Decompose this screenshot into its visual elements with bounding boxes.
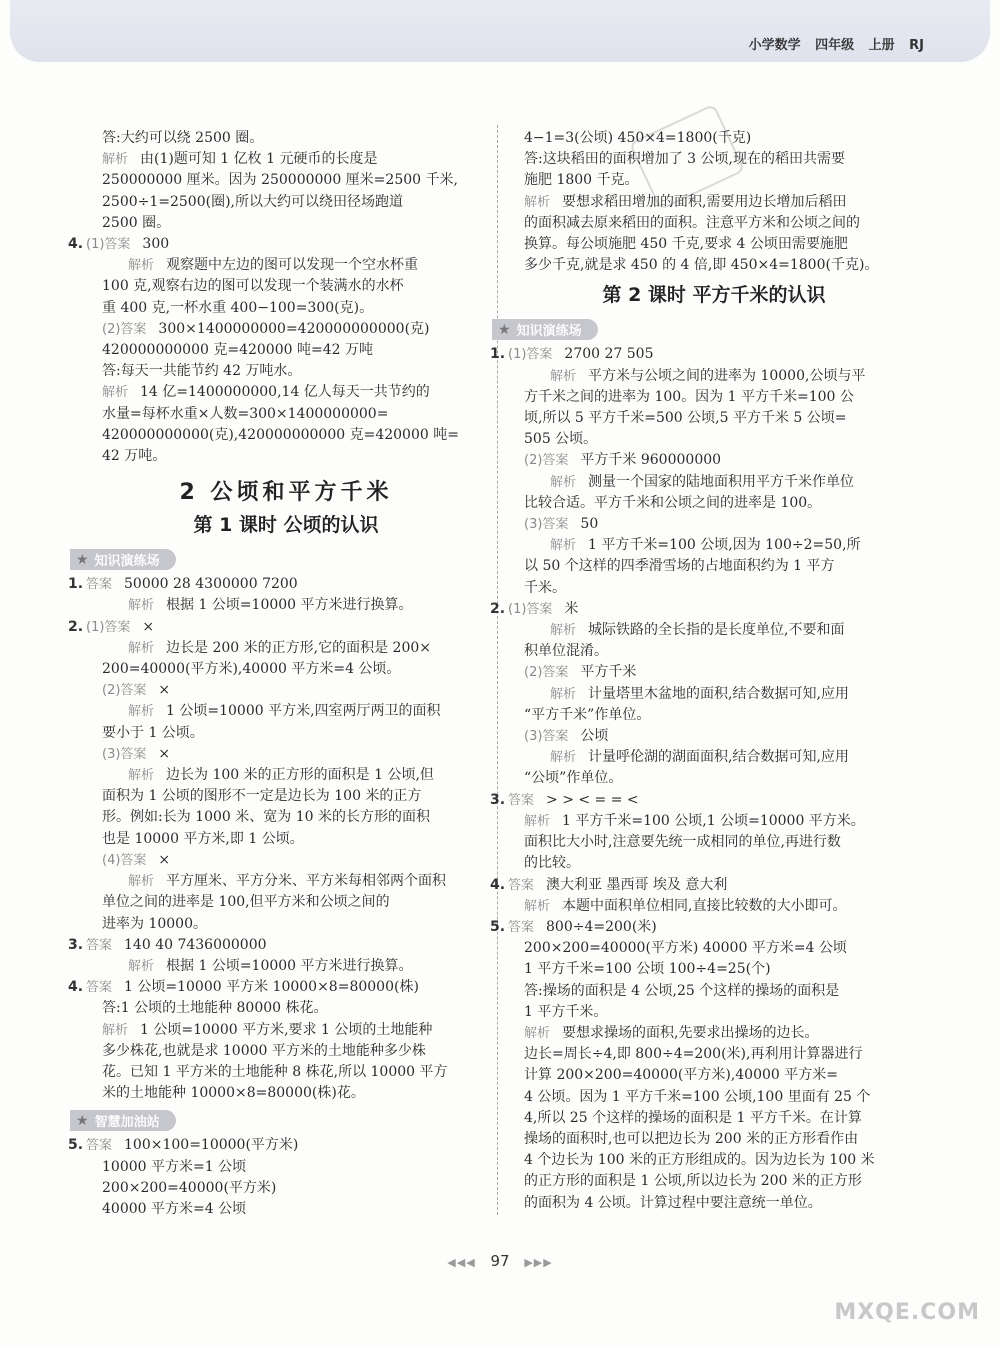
answer-tag: 解析 [550,474,577,490]
answer-tag: (1)答案 [508,347,553,363]
answer-tag: 解析 [128,768,155,784]
line-text: 1 平方千米。 [524,1003,608,1020]
text-line [508,1129,920,1150]
text-line [86,850,486,871]
line-text: × [158,851,171,868]
line-text: 42 万吨。 [102,448,167,465]
text-line [86,446,486,467]
line-text: 施肥 1800 千克。 [524,172,639,189]
line-text: 面积比大小时,注意要先统一成相同的单位,再进行数 [524,834,841,851]
text-line [86,1157,486,1178]
line-text: 300×1400000000=420000000000(克) [158,320,430,337]
answer-tag: 答案 [508,792,535,808]
line-text: 澳大利亚 墨西哥 埃及 意大利 [546,876,728,893]
text-line [508,811,920,832]
text-line [508,938,920,959]
answer-tag: (1)答案 [86,619,131,635]
line-text: 米 [564,600,579,617]
text-line [86,786,486,807]
line-text: 40000 平方米=4 公顷 [102,1200,247,1217]
line-text: 根据 1 公顷=10000 平方米进行换算。 [166,957,413,974]
text-line [86,276,486,297]
line-text: 观察题中左边的图可以发现一个空水杯重 [166,257,419,274]
watermark-text: MXQE.COM [834,1300,980,1325]
text-line [508,255,920,276]
text-line [508,684,920,705]
line-text: 要小于 1 公顷。 [102,724,204,741]
page-footer [0,1252,1000,1270]
page-number: 97 [490,1252,510,1270]
text-line [86,744,486,765]
text-line [86,871,486,892]
text-line [490,790,920,811]
line-text: 本题中面积单位相同,直接比较数的大小即可。 [562,897,847,914]
line-text: 方千米之间的进率为 100。因为 1 平方千米=100 公 [524,388,854,405]
line-text: 14 亿=1400000000,14 亿人每天一共节约的 [140,384,430,401]
line-text: 300 [142,236,170,253]
answer-tag: (2)答案 [102,321,147,337]
text-line [508,128,920,149]
text-line [68,935,486,956]
lesson-title: 第 1 课时 公顷的认识 [193,514,379,537]
book-info: 小学数学 四年级 上册 RJ [748,38,924,53]
line-text: > > < = = < [546,791,639,808]
answer-tag: (3)答案 [102,746,147,762]
text-line [508,493,920,514]
answer-tag: 答案 [86,577,113,593]
text-line [86,829,486,850]
line-text: 50 [580,516,599,533]
text-line [508,981,920,1002]
answer-tag: 答案 [86,937,113,953]
text-line [86,425,486,446]
text-line [86,998,486,1019]
question-number: 4. [490,876,506,893]
line-text: 面积为 1 公顷的图形不一定是边长为 100 米的正方 [102,788,422,805]
next-arrows-icon: ▶▶▶ [524,1256,553,1269]
text-line [508,832,920,853]
text-line [86,765,486,786]
line-text: 4−1=3(公顷) 450×4=1800(千克) [524,130,752,146]
answer-tag: (3)答案 [524,729,569,745]
line-text: 200×200=40000(平方米) [102,1179,277,1196]
line-text: 1 平方千米=100 公顷,1 公顷=10000 平方米。 [562,812,865,829]
line-text: 由(1)题可知 1 亿枚 1 元硬币的长度是 [140,151,378,168]
text-line [508,1087,920,1108]
text-line [508,535,920,556]
line-text: 平方厘米、平方分米、平方米每相邻两个面积 [166,873,447,890]
question-number: 5. [68,1137,84,1154]
text-line [86,319,486,340]
text-line [508,620,920,641]
line-text: 的面积减去原来稻田的面积。注意平方米和公顷之间的 [524,214,860,231]
question-number: 3. [490,791,506,808]
question-number: 1. [490,346,506,363]
text-line [86,892,486,913]
line-text: 的正方形的面积是 1 公顷,所以边长为 200 米的正方形 [524,1173,862,1190]
text-line [68,574,486,595]
text-line [508,408,920,429]
line-text: 答:1 公顷的土地能种 80000 株花。 [102,1000,328,1017]
text-line [508,641,920,662]
text-line [508,1065,920,1086]
line-text: 测量一个国家的陆地面积用平方千米作单位 [588,473,855,490]
text-line [86,659,486,680]
line-text: 要想求操场的面积,先要求出操场的边长。 [562,1024,819,1041]
text-line [508,366,920,387]
column-divider [497,125,498,1215]
left-column [68,128,486,1220]
text-line [508,170,920,191]
answer-tag: 解析 [524,898,551,914]
text-line [490,917,920,938]
text-line [508,1193,920,1214]
text-line [508,387,920,408]
text-line [86,1062,486,1083]
line-text: 形。例如:长为 1000 米、宽为 10 米的长方形的面积 [102,809,430,826]
line-text: 平方千米 [580,664,637,681]
line-text: 多少千克,就是求 450 的 4 倍,即 450×4=1800(千克)。 [524,257,879,274]
line-text: 操场的面积时,也可以把边长为 200 米的正方形看作由 [524,1130,859,1147]
text-line [86,361,486,382]
answer-tag: 解析 [128,640,155,656]
line-text: 答:每天一共能节约 42 万吨水。 [102,363,302,380]
section-label [70,549,176,570]
question-number: 4. [68,236,84,253]
section-label [70,1110,176,1131]
question-number: 2. [68,618,84,635]
text-line [508,192,920,213]
line-text: × [158,745,171,762]
section-label-text: 智慧加油站 [94,1115,160,1131]
line-text: “公顷”作单位。 [524,770,623,787]
text-line [508,768,920,789]
line-text: 420000000000(克),420000000000 克=420000 吨= [102,426,459,443]
answer-tag: 解析 [550,686,577,702]
text-line [86,149,486,170]
text-line [508,472,920,493]
line-text: 城际铁路的全长指的是长度单位,不要和面 [588,622,845,639]
text-line [508,213,920,234]
text-line [86,192,486,213]
text-line [86,914,486,935]
line-text: 千米。 [524,579,566,596]
line-text: 1 公顷=10000 平方米,四室两厅两卫的面积 [166,703,441,720]
line-text: 重 400 克,一杯水重 400−100=300(克)。 [102,299,374,316]
line-text: 50000 28 4300000 7200 [124,576,298,593]
line-text: 140 40 7436000000 [124,936,267,953]
line-text: 平方千米 960000000 [580,452,722,469]
line-text: 100 克,观察右边的图可以发现一个装满水的水杯 [102,278,404,295]
line-text: 2700 27 505 [564,346,654,363]
line-text: 答:操场的面积是 4 公顷,25 个这样的操场的面积是 [524,982,840,999]
line-text: 水量=每杯水重×人数=300×1400000000= [102,405,389,422]
answer-tag: 解析 [128,258,155,274]
answer-tag: 答案 [86,1138,113,1154]
answer-tag: (2)答案 [524,453,569,469]
answer-tag: 解析 [550,750,577,766]
right-column [490,128,920,1214]
line-text: 的面积为 4 公顷。计算过程中要注意统一单位。 [524,1194,822,1211]
answer-tag: 答案 [508,877,535,893]
question-number: 1. [68,576,84,593]
answer-tag: 解析 [524,1025,551,1041]
text-line [86,382,486,403]
line-text: 250000000 厘米。因为 250000000 厘米=2500 千米, [102,172,458,189]
text-line [508,1002,920,1023]
line-text: 顷,所以 5 平方千米=500 公顷,5 平方千米 5 公顷= [524,410,847,427]
line-text: 4 个边长为 100 米的正方形组成的。因为边长为 100 米 [524,1152,875,1169]
line-text: 800÷4=200(米) [546,918,657,935]
text-line [508,705,920,726]
line-text: 1 公顷=10000 平方米 10000×8=80000(株) [124,979,419,996]
answer-tag: (4)答案 [102,852,147,868]
answer-tag: 解析 [102,152,129,168]
line-text: 答:这块稻田的面积增加了 3 公顷,现在的稻田共需要 [524,151,845,168]
text-line [86,1199,486,1220]
line-text: 换算。每公顷施肥 450 千克,要求 4 公顷田需要施肥 [524,236,848,253]
answer-tag: 解析 [550,623,577,639]
text-line [86,1041,486,1062]
line-text: 比较合适。平方千米和公顷之间的进率是 100。 [524,494,822,511]
answer-tag: (1)答案 [86,237,131,253]
line-text: 进率为 10000。 [102,915,207,932]
line-text: 100×100=10000(平方米) [124,1137,299,1154]
line-text: 200×200=40000(平方米) 40000 平方米=4 公顷 [524,940,847,957]
text-line [86,956,486,977]
text-line [508,556,920,577]
line-text: 公顷 [580,728,609,745]
question-number: 4. [68,979,84,996]
text-line [508,450,920,471]
text-line [86,128,486,149]
star-icon: ★ [498,321,511,338]
text-line [508,1171,920,1192]
text-line [508,429,920,450]
answer-tag: (3)答案 [524,517,569,533]
section-label-text: 知识演练场 [94,554,160,570]
text-line [86,298,486,319]
line-text: × [158,682,171,699]
line-text: 420000000000 克=420000 吨=42 万吨 [102,342,373,359]
text-line [86,595,486,616]
text-line [508,578,920,599]
text-line [86,255,486,276]
answer-tag: 解析 [128,598,155,614]
text-line [86,680,486,701]
text-line [86,213,486,234]
line-text: 200=40000(平方米),40000 平方米=4 公顷。 [102,661,401,678]
line-text: 1 平方千米=100 公顷 100÷4=25(个) [524,961,771,978]
section-label-text: 知识演练场 [516,324,582,340]
line-text: 2500 圈。 [102,214,171,231]
line-text: 也是 10000 平方米,即 1 公顷。 [102,830,304,847]
text-line [86,723,486,744]
text-line [86,340,486,361]
line-text: 要想求稻田增加的面积,需要用边长增加后稻田 [562,193,847,210]
line-text: 多少株花,也就是求 10000 平方米的土地能种多少株 [102,1042,426,1059]
answer-tag: 解析 [550,538,577,554]
chapter-title: 2 公顷和平方千米 [179,480,393,506]
star-icon: ★ [76,551,89,568]
answer-tag: 解析 [128,704,155,720]
answer-tag: (2)答案 [102,683,147,699]
line-text: 1 公顷=10000 平方米,要求 1 公顷的土地能种 [140,1021,433,1038]
question-number: 2. [490,600,506,617]
line-text: 计量塔里木盆地的面积,结合数据可知,应用 [588,685,849,702]
text-line [86,1083,486,1104]
text-line [508,1150,920,1171]
line-text: 2500÷1=2500(圈),所以大约可以绕田径场跑道 [102,193,403,210]
prev-arrows-icon: ◀◀◀ [447,1256,476,1269]
line-text: 4,所以 25 个这样的操场的面积是 1 平方千米。在计算 [524,1109,862,1126]
answer-tag: 解析 [524,194,551,210]
line-text: 米的土地能种 10000×8=80000(株)花。 [102,1085,365,1102]
text-line [508,959,920,980]
text-line [86,404,486,425]
text-line [508,1044,920,1065]
text-line [490,344,920,365]
text-line [508,662,920,683]
answer-tag: 解析 [102,385,129,401]
line-text: 505 公顷。 [524,431,598,448]
text-line [68,234,486,255]
text-line [86,1178,486,1199]
text-line [508,149,920,170]
line-text: 计量呼伦湖的湖面面积,结合数据可知,应用 [588,749,849,766]
question-number: 5. [490,918,506,935]
text-line [86,170,486,191]
star-icon: ★ [76,1112,89,1129]
text-line [508,1023,920,1044]
line-text: 答:大约可以绕 2500 圈。 [102,130,264,146]
answer-tag: (2)答案 [524,665,569,681]
line-text: 单位之间的进率是 100,但平方米和公顷之间的 [102,894,390,911]
line-text: 计算 200×200=40000(平方米),40000 平方米= [524,1067,838,1084]
text-line [508,514,920,535]
text-line [86,1020,486,1041]
answer-tag: 解析 [102,1022,129,1038]
line-text: 10000 平方米=1 公顷 [102,1158,247,1175]
line-text: × [142,618,155,635]
text-line [508,1108,920,1129]
line-text: 边长为 100 米的正方形的面积是 1 公顷,但 [166,767,434,784]
text-line [68,617,486,638]
text-line [68,1135,486,1156]
line-text: 边长=周长÷4,即 800÷4=200(米),再利用计算器进行 [524,1046,863,1063]
section-label [492,319,598,340]
text-line [490,875,920,896]
text-line [508,853,920,874]
answer-tag: 答案 [508,919,535,935]
text-line [490,599,920,620]
lesson-title: 第 2 课时 平方千米的认识 [602,284,826,307]
text-line [508,726,920,747]
line-text: 平方米与公顷之间的进率为 10000,公顷与平 [588,367,866,384]
answer-tag: 解析 [524,813,551,829]
line-text: 的比较。 [524,855,580,872]
text-line [86,638,486,659]
answer-tag: 答案 [86,980,113,996]
text-line [86,701,486,722]
line-text: 根据 1 公顷=10000 平方米进行换算。 [166,597,413,614]
text-line [508,234,920,255]
text-line [68,977,486,998]
line-text: 花。已知 1 平方米的土地能种 8 株花,所以 10000 平方 [102,1063,448,1080]
line-text: 1 平方千米=100 公顷,因为 100÷2=50,所 [588,537,861,554]
line-text: 边长是 200 米的正方形,它的面积是 200× [166,639,431,656]
text-line [86,807,486,828]
answer-tag: 解析 [550,368,577,384]
answer-tag: 解析 [128,958,155,974]
answer-tag: 解析 [128,874,155,890]
question-number: 3. [68,936,84,953]
line-text: 积单位混淆。 [524,643,608,660]
answer-tag: (1)答案 [508,601,553,617]
line-text: “平方千米”作单位。 [524,706,651,723]
text-line [508,896,920,917]
line-text: 以 50 个这样的四季滑雪场的占地面积约为 1 平方 [524,558,835,575]
line-text: 4 公顷。因为 1 平方千米=100 公顷,100 里面有 25 个 [524,1088,871,1105]
text-line [508,747,920,768]
